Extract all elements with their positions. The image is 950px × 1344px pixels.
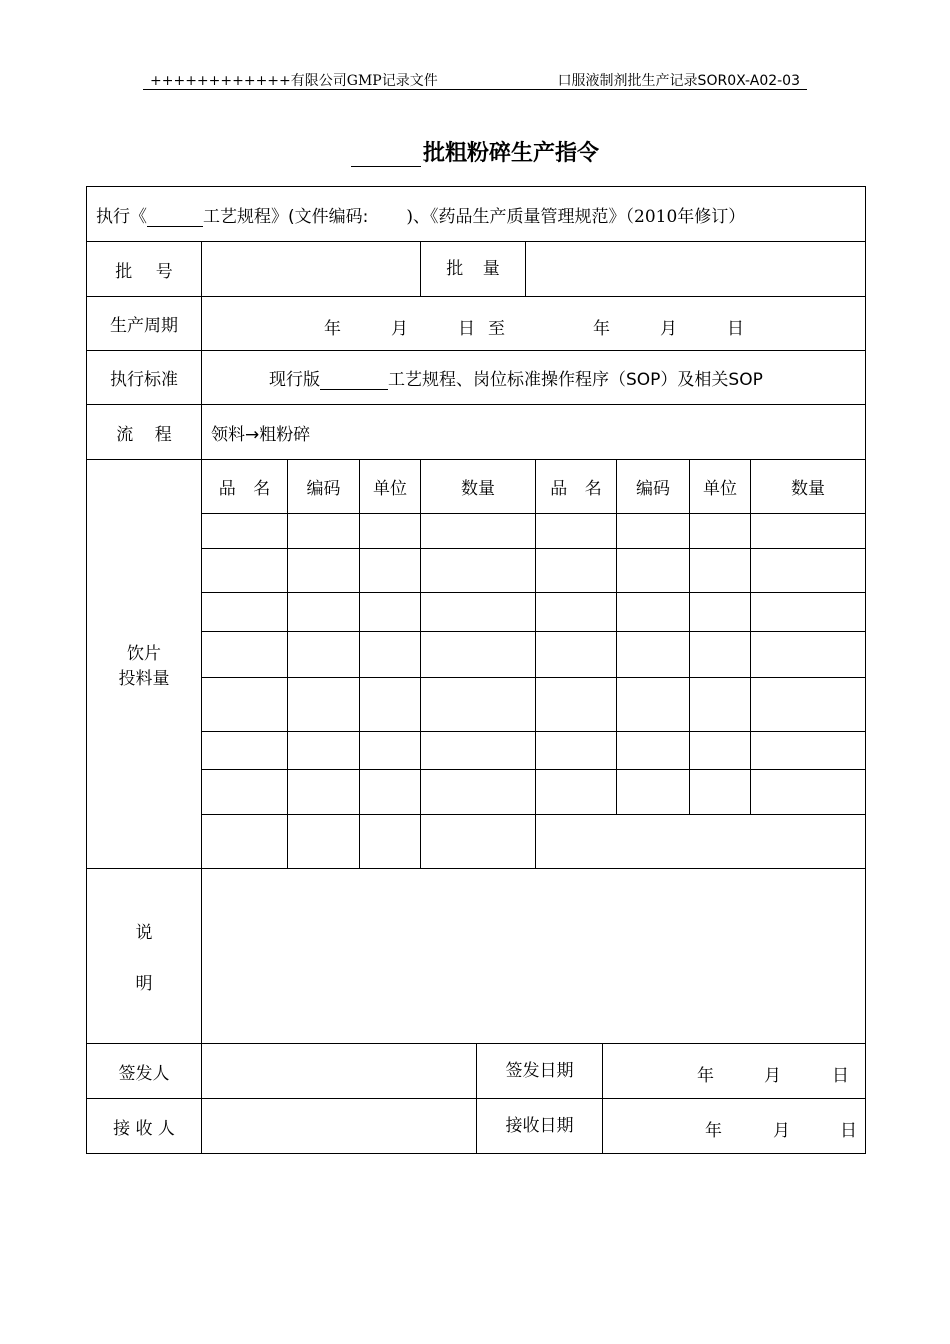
material-cell[interactable] <box>421 514 536 549</box>
process-row <box>87 405 866 460</box>
issue-year: 年 <box>697 1066 714 1086</box>
materials-header-row <box>87 460 866 514</box>
standard-label: 执行标准 <box>87 351 202 405</box>
material-cell[interactable] <box>536 732 617 770</box>
material-cell[interactable] <box>360 514 421 549</box>
material-cell[interactable] <box>202 770 288 815</box>
period-start-year: 年 <box>324 318 341 339</box>
material-cell[interactable] <box>421 770 536 815</box>
material-cell[interactable] <box>751 593 866 632</box>
period-end-month: 月 <box>660 318 677 339</box>
issue-month: 月 <box>764 1066 781 1086</box>
material-cell[interactable] <box>690 514 751 549</box>
material-cell[interactable] <box>690 678 751 732</box>
period-end-day: 日 <box>727 318 744 339</box>
material-cell[interactable] <box>617 678 690 732</box>
production-order-table <box>86 186 866 1154</box>
material-cell[interactable] <box>536 678 617 732</box>
col-header-qty-2: 数量 <box>751 460 866 514</box>
page-title <box>0 136 950 167</box>
batch-size-label: 批 量 <box>421 242 526 296</box>
material-cell[interactable] <box>288 632 360 678</box>
execute-cell <box>87 187 866 242</box>
batch-no-label: 批 号 <box>87 242 202 297</box>
material-cell[interactable] <box>421 678 536 732</box>
period-row <box>87 297 866 351</box>
material-cell[interactable] <box>202 632 288 678</box>
rule-name-blank[interactable] <box>147 208 203 227</box>
col-header-unit-1: 单位 <box>360 460 421 514</box>
process-value: 领料→粗粉碎 <box>202 405 866 460</box>
standard-blank[interactable] <box>320 371 388 390</box>
material-cell[interactable] <box>536 770 617 815</box>
period-start-month: 月 <box>391 318 408 339</box>
receiver-field[interactable] <box>202 1099 477 1153</box>
materials-label <box>87 460 202 869</box>
notes-label-line2: 明 <box>135 974 153 994</box>
execute-row <box>87 187 866 242</box>
table-row <box>87 593 866 632</box>
material-cell[interactable] <box>617 732 690 770</box>
material-cell[interactable] <box>360 549 421 593</box>
notes-label-line1: 说 <box>135 923 153 943</box>
material-cell[interactable] <box>202 732 288 770</box>
receive-date-label: 接收日期 <box>477 1099 603 1153</box>
period-to: 至 <box>488 318 505 339</box>
execute-rest: )、《药品生产质量管理规范》（2010年修订） <box>406 206 746 227</box>
standard-suffix: 工艺规程、岗位标准操作程序（SOP）及相关SOP <box>388 370 763 390</box>
header-right-text: 口服液制剂批生产记录SOR0X-A02-03 <box>557 73 800 89</box>
table-row <box>87 514 866 549</box>
material-cell[interactable] <box>751 678 866 732</box>
material-cell[interactable] <box>360 732 421 770</box>
material-cell[interactable] <box>360 678 421 732</box>
material-cell[interactable] <box>202 815 288 869</box>
material-cell[interactable] <box>288 732 360 770</box>
material-cell[interactable] <box>360 770 421 815</box>
material-cell[interactable] <box>360 632 421 678</box>
receive-year: 年 <box>705 1121 722 1141</box>
issue-date-field[interactable] <box>603 1044 865 1098</box>
material-cell[interactable] <box>751 549 866 593</box>
receive-month: 月 <box>773 1121 790 1141</box>
receiver-label: 接 收 人 <box>87 1099 202 1154</box>
notes-field[interactable] <box>202 869 866 1044</box>
period-field[interactable] <box>202 297 866 351</box>
execute-rule-name: 工艺规程》(文件编码: <box>203 206 369 227</box>
receive-day: 日 <box>840 1121 857 1141</box>
notes-label <box>87 869 202 1044</box>
table-row <box>87 632 866 678</box>
issuer-field[interactable] <box>202 1044 477 1098</box>
issue-date-label: 签发日期 <box>477 1044 603 1098</box>
header-rule <box>143 89 807 90</box>
batch-no-field[interactable] <box>202 242 421 297</box>
col-header-name-1: 品 名 <box>202 460 288 514</box>
title-text: 批粗粉碎生产指令 <box>422 141 599 166</box>
material-cell[interactable] <box>421 549 536 593</box>
standard-cell <box>202 351 866 405</box>
materials-label-line2: 投料量 <box>118 669 170 689</box>
batch-size-field[interactable] <box>526 242 865 296</box>
receive-date-field[interactable] <box>603 1099 865 1153</box>
material-cell-merged[interactable] <box>536 815 866 869</box>
material-cell[interactable] <box>288 815 360 869</box>
material-cell[interactable] <box>202 549 288 593</box>
notes-row <box>87 869 866 1044</box>
material-cell[interactable] <box>536 514 617 549</box>
material-cell[interactable] <box>617 770 690 815</box>
material-cell[interactable] <box>617 632 690 678</box>
material-cell[interactable] <box>421 815 536 869</box>
material-cell[interactable] <box>690 593 751 632</box>
col-header-unit-2: 单位 <box>690 460 751 514</box>
title-blank[interactable] <box>351 144 421 167</box>
material-cell[interactable] <box>421 732 536 770</box>
material-cell[interactable] <box>202 678 288 732</box>
table-row <box>87 732 866 770</box>
material-cell[interactable] <box>617 593 690 632</box>
material-cell[interactable] <box>360 815 421 869</box>
process-label: 流 程 <box>87 405 202 460</box>
receive-row <box>87 1099 866 1154</box>
material-cell[interactable] <box>536 549 617 593</box>
material-cell[interactable] <box>751 632 866 678</box>
issuer-label: 签发人 <box>87 1044 202 1099</box>
material-cell[interactable] <box>288 593 360 632</box>
material-cell[interactable] <box>360 593 421 632</box>
material-cell[interactable] <box>536 593 617 632</box>
execute-prefix: 执行《 <box>96 206 147 227</box>
col-header-code-2: 编码 <box>617 460 690 514</box>
table-row <box>87 549 866 593</box>
material-cell[interactable] <box>288 549 360 593</box>
period-start-day: 日 <box>458 318 475 339</box>
material-cell[interactable] <box>536 632 617 678</box>
table-row <box>87 770 866 815</box>
header-left-text: ++++++++++++有限公司GMP记录文件 <box>150 73 438 89</box>
material-cell[interactable] <box>751 514 866 549</box>
material-cell[interactable] <box>202 593 288 632</box>
batch-row <box>87 242 866 297</box>
doc-code-blank[interactable] <box>368 209 406 227</box>
table-row <box>87 815 866 869</box>
material-cell[interactable] <box>288 678 360 732</box>
material-cell[interactable] <box>617 514 690 549</box>
material-cell[interactable] <box>617 549 690 593</box>
material-cell[interactable] <box>751 732 866 770</box>
standard-prefix: 现行版 <box>269 370 320 390</box>
col-header-qty-1: 数量 <box>421 460 536 514</box>
table-row <box>87 678 866 732</box>
col-header-code-1: 编码 <box>288 460 360 514</box>
material-cell[interactable] <box>690 632 751 678</box>
materials-label-line1: 饮片 <box>127 644 161 664</box>
material-cell[interactable] <box>751 770 866 815</box>
material-cell[interactable] <box>202 514 288 549</box>
material-cell[interactable] <box>690 732 751 770</box>
material-cell[interactable] <box>690 770 751 815</box>
col-header-name-2: 品 名 <box>536 460 617 514</box>
issue-day: 日 <box>832 1066 849 1086</box>
standard-row <box>87 351 866 405</box>
issue-row <box>87 1044 866 1099</box>
material-cell[interactable] <box>690 549 751 593</box>
material-cell[interactable] <box>421 593 536 632</box>
material-cell[interactable] <box>288 514 360 549</box>
period-end-year: 年 <box>593 318 610 339</box>
material-cell[interactable] <box>288 770 360 815</box>
material-cell[interactable] <box>421 632 536 678</box>
period-label: 生产周期 <box>87 297 202 351</box>
